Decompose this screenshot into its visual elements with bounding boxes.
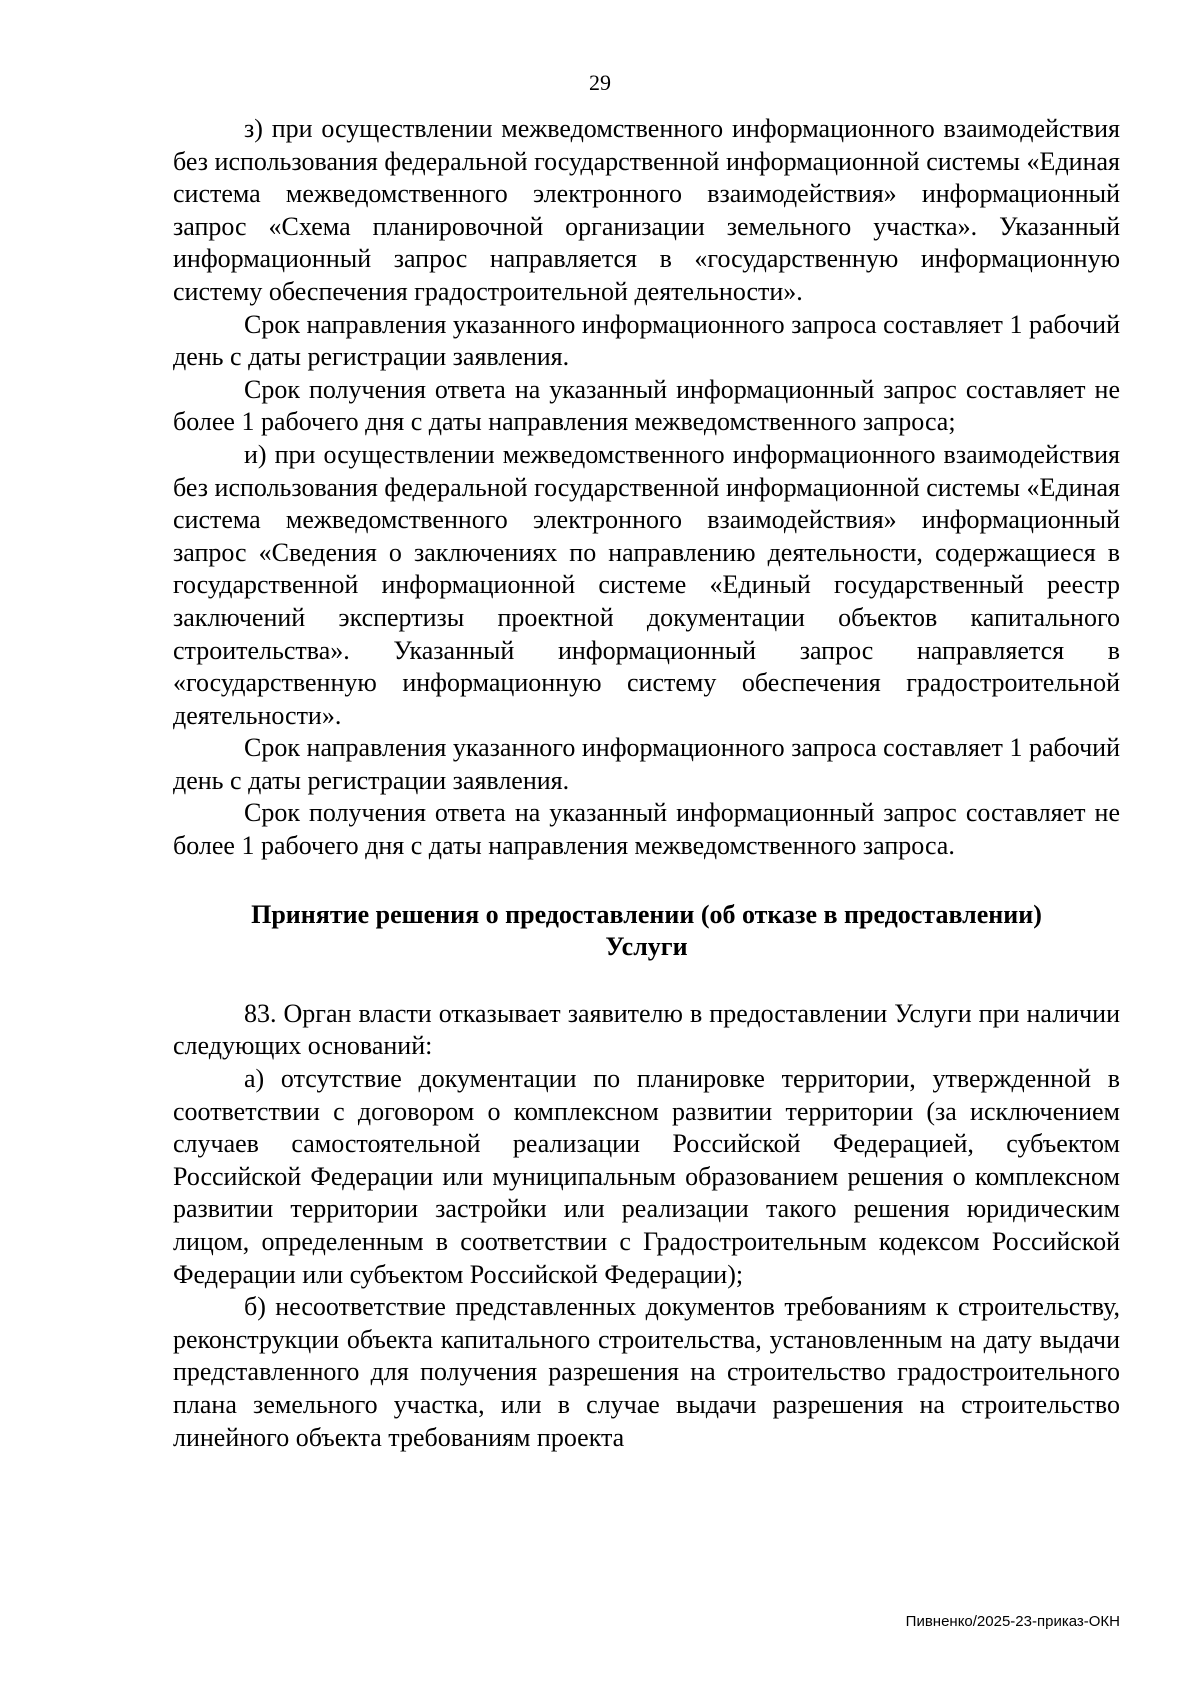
paragraph-item-b: б) несоответствие представленных документов требованиям к строительству, реконструкции объекта капитального строительства, установленным на дату выдачи представленного для получения разрешения на строительство градостроительного плана земельного участка, или в случае выдачи разрешения на строительство линейного объекта требованиям проекта (173, 1292, 1120, 1452)
paragraph-request-deadline-2: Срок направления указанного информационного запроса составляет 1 рабочий день с даты регистрации заявления. (173, 733, 1120, 795)
paragraph-item-a: а) отсутствие документации по планировке территории, утвержденной в соответствии с договором о комплексном развитии территории (за исключением случаев самостоятельной реализации Российской Федерацией, субъектом Российской Федерации или муниципальным образованием решения о комплексном развитии территории застройки или реализации такого решения юридическим лицом, определенным в соответствии с Градостроительным кодексом Российской Федерации или субъектом Российской Федерации); (173, 1064, 1120, 1289)
page-number: 29 (589, 70, 611, 95)
document-code: Пивненко/2025-23-приказ-ОКН (905, 1613, 1120, 1630)
section-heading-line-1: Принятие решения о предоставлении (об отказе в предоставлении) (251, 899, 1042, 929)
paragraph-response-deadline-2: Срок получения ответа на указанный информационный запрос составляет не более 1 рабочего дня с даты направления межведомственного запроса. (173, 798, 1120, 861)
paragraph-item-z: з) при осуществлении межведомственного информационного взаимодействия без использования федеральной государственной информационной системы «Единая система межведомственного электронного взаимодействия» информационный запрос «Схема планировочной организации земельного участка». Указанный информационный запрос направляется в «государственную информационную систему обеспечения градостроительной деятельности». (173, 114, 1120, 306)
section-heading-line-2: Услуги (605, 932, 688, 962)
paragraph-clause-83: 83. Орган власти отказывает заявителю в предоставлении Услуги при наличии следующих оснований: (173, 998, 1120, 1061)
paragraph-response-deadline: Срок получения ответа на указанный информационный запрос составляет не более 1 рабочего дня с даты направления межведомственного запроса; (173, 374, 1120, 437)
paragraph-item-i: и) при осуществлении межведомственного информационного взаимодействия без использования федеральной государственной информационной системы «Единая система межведомственного электронного взаимодействия» информационный запрос «Сведения о заключениях по направлению деятельности, содержащиеся в государственной информационной системе «Единый государственный реестр заключений экспертизы проектной документации объектов капитального строительства». Указанный информационный запрос направляется в «государственную информационную систему обеспечения градостроительной деятельности». (173, 439, 1120, 730)
paragraph-request-deadline: Срок направления указанного информационного запроса составляет 1 рабочий день с даты регистрации заявления. (173, 309, 1120, 372)
document-body (173, 113, 1120, 1454)
section-heading (173, 899, 1120, 964)
